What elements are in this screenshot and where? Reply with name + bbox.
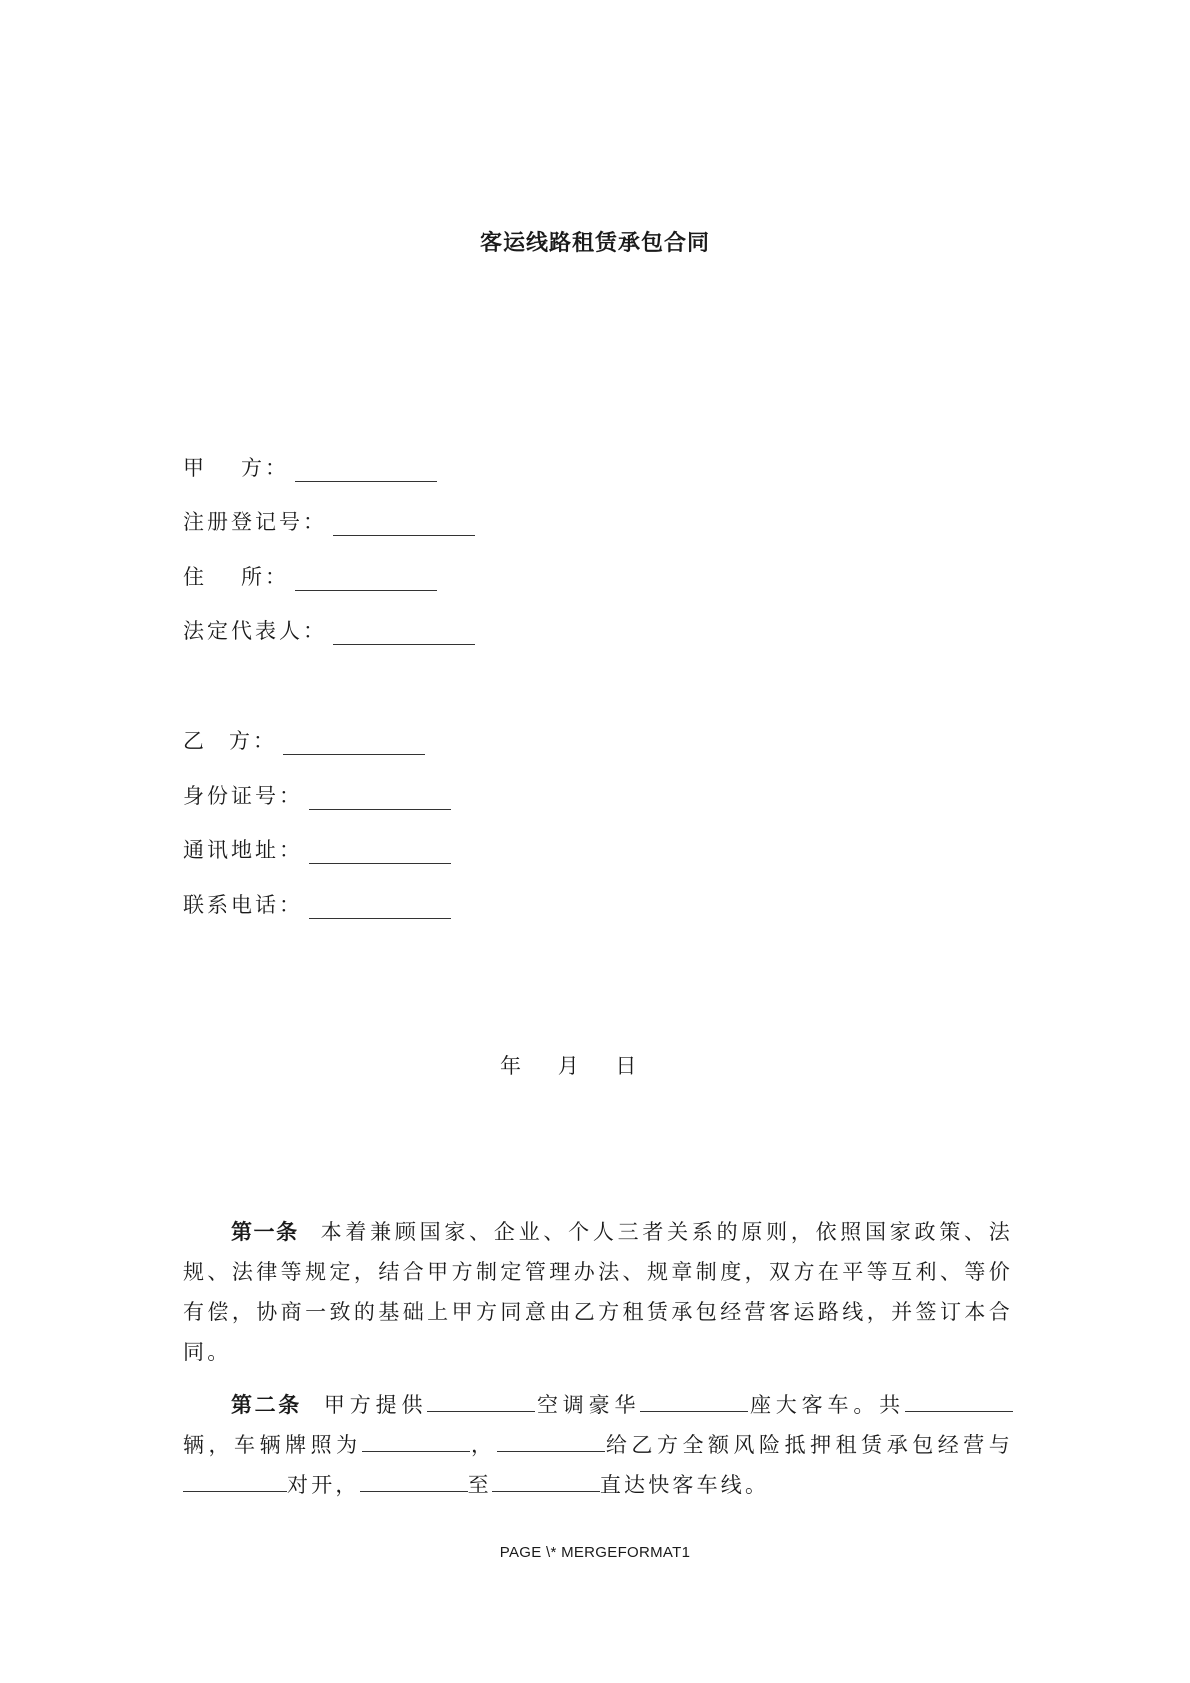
mail-label: 通讯地址： bbox=[183, 838, 303, 862]
party-b-label-1: 乙 bbox=[183, 729, 207, 753]
blank-partner-b[interactable] bbox=[267, 1473, 287, 1492]
party-a-blank[interactable] bbox=[295, 463, 437, 482]
article-2 bbox=[183, 1385, 1013, 1505]
article-2-part-5: ， bbox=[469, 1433, 497, 1457]
id-field bbox=[183, 780, 451, 810]
article-2-part-2: 空调豪华 bbox=[535, 1393, 641, 1417]
party-a-field bbox=[183, 452, 437, 482]
article-1-text: 本着兼顾国家、企业、个人三者关系的原则，依照国家政策、法规、法律等规定，结合甲方制定管理办法、规章制度，双方在平等互利、等价有偿，协商一致的基础上甲方同意由乙方租赁承包经营客运路线，并签订本合同。 bbox=[183, 1220, 1013, 1364]
address-field bbox=[183, 561, 437, 591]
article-2-part-3: 座大客车。共 bbox=[748, 1393, 905, 1417]
phone-field bbox=[183, 889, 451, 919]
article-2-part-9: 直达快客车线。 bbox=[599, 1473, 770, 1497]
reg-no-field bbox=[183, 506, 475, 536]
legal-rep-blank[interactable] bbox=[333, 626, 475, 645]
article-2-part-6: 给乙方全额风险抵押租赁承包经营与 bbox=[604, 1433, 1014, 1457]
contract-title: 客运线路租赁承包合同 bbox=[479, 230, 710, 256]
article-2-number: 第二条 bbox=[231, 1392, 302, 1417]
mail-field bbox=[183, 834, 451, 864]
article-2-part-7: 对开， bbox=[287, 1473, 360, 1497]
mail-blank[interactable] bbox=[309, 845, 451, 864]
id-blank[interactable] bbox=[309, 791, 451, 810]
address-blank[interactable] bbox=[295, 572, 437, 591]
party-b-blank[interactable] bbox=[283, 736, 425, 755]
legal-rep-field bbox=[183, 615, 475, 645]
party-a-label-2: 方： bbox=[241, 456, 289, 480]
blank-seat-count[interactable] bbox=[640, 1393, 748, 1412]
legal-rep-label: 法定代表人： bbox=[183, 619, 327, 643]
article-2-part-4: 辆，车辆牌照为 bbox=[183, 1433, 362, 1457]
party-b-label-2: 方： bbox=[229, 729, 277, 753]
id-label: 身份证号： bbox=[183, 784, 303, 808]
date-line: 年 月 日 bbox=[500, 1054, 639, 1078]
article-2-part-8: 至 bbox=[467, 1473, 492, 1497]
article-1-number: 第一条 bbox=[231, 1219, 299, 1244]
blank-plate-1[interactable] bbox=[362, 1433, 470, 1452]
blank-plate-2[interactable] bbox=[497, 1433, 605, 1452]
address-label-2: 所： bbox=[241, 565, 289, 589]
party-a-label-1: 甲 bbox=[183, 456, 207, 480]
blank-vehicle-total[interactable] bbox=[905, 1393, 1013, 1412]
article-2-part-1: 甲方提供 bbox=[323, 1393, 428, 1417]
reg-no-label: 注册登记号： bbox=[183, 510, 327, 534]
blank-route-to[interactable] bbox=[492, 1473, 600, 1492]
phone-blank[interactable] bbox=[309, 900, 451, 919]
page-footer: PAGE \* MERGEFORMAT1 bbox=[499, 1544, 691, 1561]
reg-no-blank[interactable] bbox=[333, 517, 475, 536]
party-b-field bbox=[183, 725, 425, 755]
blank-bus-count[interactable] bbox=[427, 1393, 535, 1412]
article-1 bbox=[183, 1212, 1013, 1372]
address-label-1: 住 bbox=[183, 565, 207, 589]
blank-route-from[interactable] bbox=[360, 1473, 468, 1492]
blank-partner-a[interactable] bbox=[183, 1473, 267, 1492]
phone-label: 联系电话： bbox=[183, 893, 303, 917]
